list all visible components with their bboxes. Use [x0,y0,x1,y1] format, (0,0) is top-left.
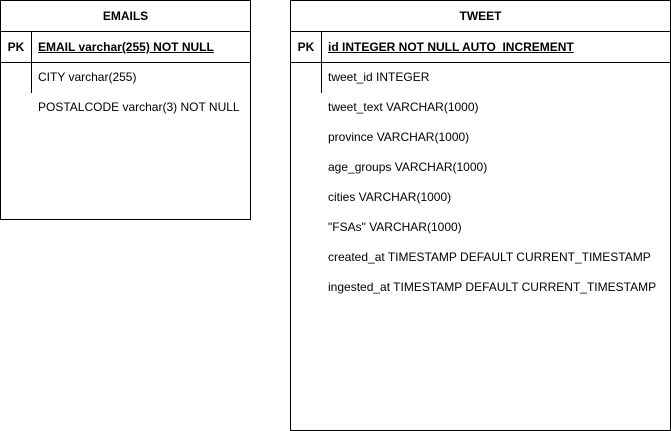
tweet-field-row [291,212,670,242]
tweet-field-row [291,92,670,122]
emails-field-postalcode: POSTALCODE varchar(3) NOT NULL [38,100,240,114]
tweet-field-created-at: created_at TIMESTAMP DEFAULT CURRENT_TIMESTAMP [328,250,651,264]
emails-field-city: CITY varchar(255) [38,70,137,84]
tweet-field-tweet-text: tweet_text VARCHAR(1000) [328,100,479,114]
tweet-pk-field: id INTEGER NOT NULL AUTO_INCREMENT [328,40,574,54]
emails-field-row [1,92,250,122]
tweet-field-row [291,182,670,212]
emails-pk-row [1,32,250,63]
tweet-pk-row [291,32,670,63]
tweet-field-row [291,272,670,302]
tweet-field-row [291,62,670,92]
emails-field-row [1,62,250,92]
tweet-field-province: province VARCHAR(1000) [328,130,470,144]
tweet-table-title: TWEET [291,1,670,32]
tweet-field-row [291,152,670,182]
tweet-field-row [291,242,670,272]
emails-table[interactable] [0,0,251,220]
tweet-field-fsas: "FSAs" VARCHAR(1000) [328,220,462,234]
tweet-table[interactable] [290,0,671,431]
tweet-pk-label: PK [297,40,315,54]
tweet-field-ingested-at: ingested_at TIMESTAMP DEFAULT CURRENT_TIMESTAMP [328,280,657,294]
tweet-field-row [291,122,670,152]
emails-table-title: EMAILS [1,1,250,32]
tweet-field-age-groups: age_groups VARCHAR(1000) [328,160,488,174]
tweet-field-tweet-id: tweet_id INTEGER [328,70,430,84]
emails-pk-label: PK [7,40,25,54]
emails-pk-field: EMAIL varchar(255) NOT NULL [38,40,214,54]
tweet-field-cities: cities VARCHAR(1000) [328,190,452,204]
